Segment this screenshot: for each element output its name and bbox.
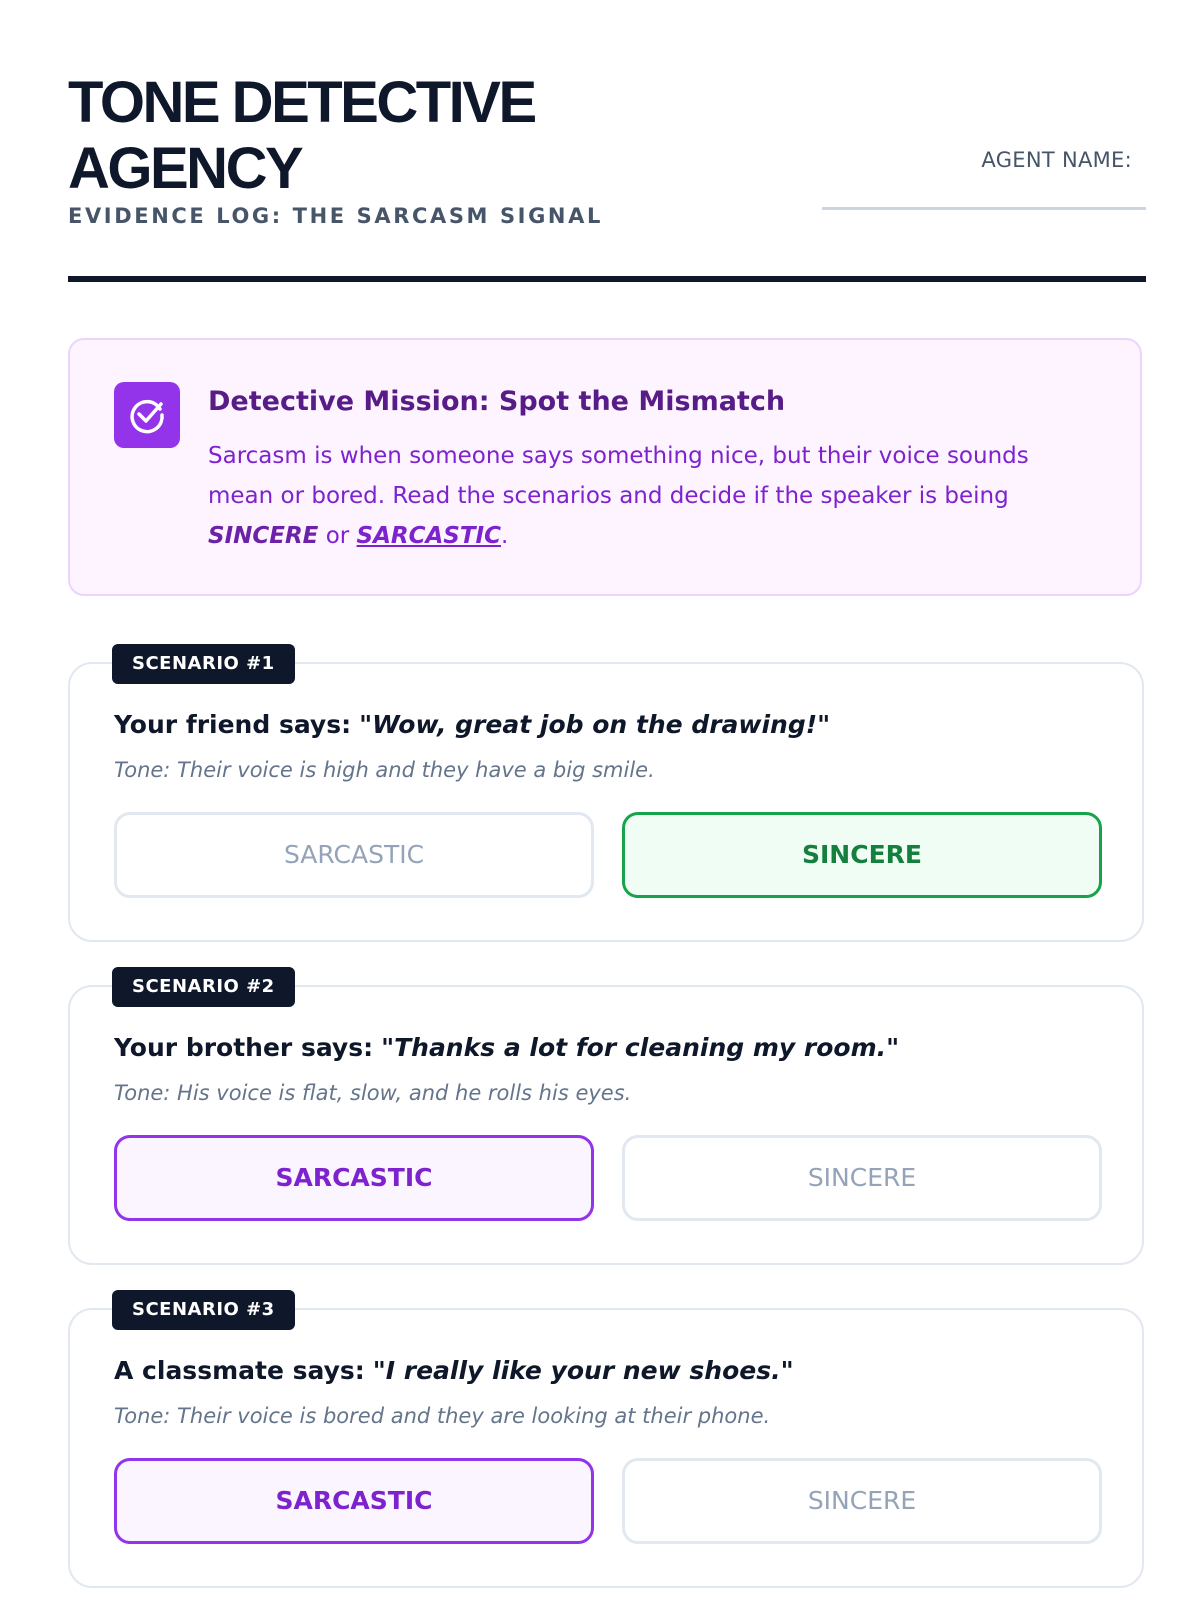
scenario-speaker: A classmate says: — [114, 1356, 365, 1385]
agent-name-field[interactable] — [822, 207, 1146, 210]
mission-or: or — [325, 523, 350, 549]
sarcastic-button[interactable]: SARCASTIC — [114, 1135, 594, 1221]
scenario-quote-line — [114, 710, 1094, 739]
scenario-quote-line — [114, 1033, 1094, 1062]
scenario-quote: "Wow, great job on the drawing!" — [359, 710, 831, 739]
sincere-button[interactable]: SINCERE — [622, 1135, 1102, 1221]
scenario-tone: Tone: Their voice is bored and they are looking at their phone. — [114, 1404, 771, 1428]
page-subtitle: EVIDENCE LOG: THE SARCASM SIGNAL — [68, 204, 603, 228]
sarcastic-button[interactable]: SARCASTIC — [114, 812, 594, 898]
sincere-button[interactable]: SINCERE — [622, 812, 1102, 898]
scenario-tone: Tone: His voice is flat, slow, and he rolls his eyes. — [114, 1081, 632, 1105]
scenario-quote-line — [114, 1356, 1094, 1385]
scenario-tone: Tone: Their voice is high and they have a big smile. — [114, 758, 655, 782]
scenario-card — [68, 1308, 1144, 1588]
sincere-button[interactable]: SINCERE — [622, 1458, 1102, 1544]
mission-period: . — [501, 523, 509, 549]
scenario-card — [68, 985, 1144, 1265]
mission-option-sincere: SINCERE — [208, 523, 319, 549]
scenario-card — [68, 662, 1144, 942]
sarcastic-button[interactable]: SARCASTIC — [114, 1458, 594, 1544]
scenario-quote: "I really like your new shoes." — [372, 1356, 794, 1385]
agent-name-label: AGENT NAME: — [981, 148, 1132, 172]
scenario-quote: "Thanks a lot for cleaning my room." — [381, 1033, 900, 1062]
mission-description — [208, 436, 1088, 556]
mission-box — [68, 338, 1142, 596]
mission-title: Detective Mission: Spot the Mismatch — [208, 386, 786, 417]
scenario-badge: SCENARIO #1 — [112, 644, 295, 684]
header-divider — [68, 276, 1146, 282]
page-title: TONE DETECTIVE AGENCY — [68, 70, 535, 201]
scenario-speaker: Your brother says: — [114, 1033, 374, 1062]
mission-option-sarcastic: SARCASTIC — [356, 523, 501, 549]
scenario-badge: SCENARIO #3 — [112, 1290, 295, 1330]
scenario-speaker: Your friend says: — [114, 710, 352, 739]
mission-body-text: Sarcasm is when someone says something nice, but their voice sounds mean or bored. Read the scenarios and decide if the speaker is being — [208, 443, 1029, 509]
check-circle-icon — [114, 382, 180, 448]
scenario-badge: SCENARIO #2 — [112, 967, 295, 1007]
